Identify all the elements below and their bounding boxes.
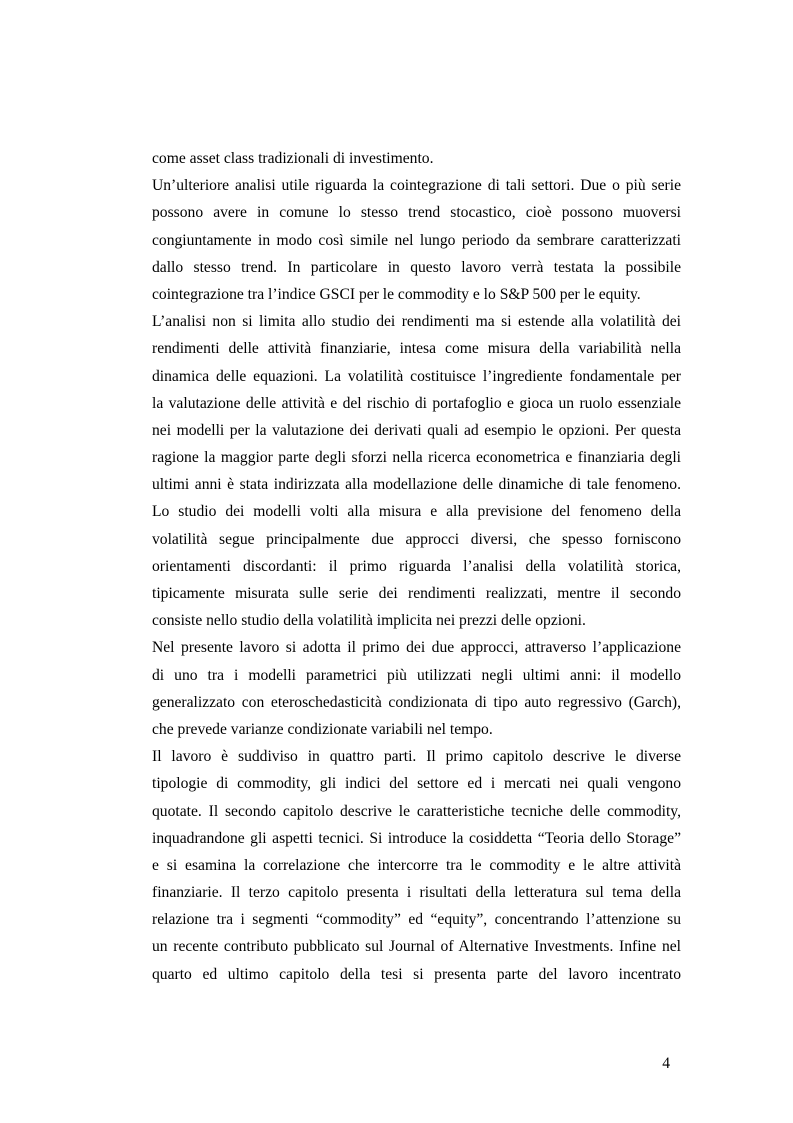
text-line: ultimi anni è stata indirizzata alla modellazione delle dinamiche di tale fenomeno.: [152, 476, 681, 494]
text-line: congiuntamente in modo così simile nel lungo periodo da sembrare caratterizzati: [152, 231, 681, 249]
text-line: che prevede varianze condizionate variabili nel tempo.: [152, 720, 493, 738]
paragraph-1: [152, 145, 681, 172]
text-line: quotate. Il secondo capitolo descrive le caratteristiche tecniche delle commodity,: [152, 802, 681, 820]
text-line: come asset class tradizionali di investimento.: [152, 150, 434, 167]
text-line: Nel presente lavoro si adotta il primo dei due approcci, attraverso l’applicazione: [152, 639, 681, 657]
text-line: Un’ulteriore analisi utile riguarda la cointegrazione di tali settori. Due o più serie: [152, 177, 681, 195]
paragraph-5: [152, 743, 681, 988]
text-line: relazione tra i segmenti “commodity” ed “equity”, concentrando l’attenzione su: [152, 911, 681, 929]
text-line: dinamica delle equazioni. La volatilità costituisce l’ingrediente fondamentale per: [152, 367, 681, 385]
text-line: e si esamina la correlazione che intercorre tra le commodity e le altre attività: [152, 856, 681, 874]
text-line: tipologie di commodity, gli indici del settore ed i mercati nei quali vengono: [152, 775, 681, 793]
text-line: Il lavoro è suddiviso in quattro parti. Il primo capitolo descrive le diverse: [152, 748, 681, 766]
text-line: inquadrandone gli aspetti tecnici. Si introduce la cosiddetta “Teoria dello Storage”: [152, 829, 681, 847]
paragraph-3: [152, 308, 681, 634]
text-line: rendimenti delle attività finanziarie, intesa come misura della variabilità nella: [152, 340, 681, 358]
paragraph-4: [152, 634, 681, 743]
text-line: consiste nello studio della volatilità implicita nei prezzi delle opzioni.: [152, 612, 586, 630]
text-line: di uno tra i modelli parametrici più utilizzati negli ultimi anni: il modello: [152, 666, 681, 684]
text-line: L’analisi non si limita allo studio dei rendimenti ma si estende alla volatilità dei: [152, 313, 681, 331]
text-line: volatilità segue principalmente due approcci diversi, che spesso forniscono: [152, 530, 681, 548]
text-line: Lo studio dei modelli volti alla misura e alla previsione del fenomeno della: [152, 503, 681, 521]
text-line: tipicamente misurata sulle serie dei rendimenti realizzati, mentre il secondo: [152, 585, 681, 602]
text-line: cointegrazione tra l’indice GSCI per le commodity e lo S&P 500 per le equity.: [152, 285, 641, 303]
text-line: generalizzato con eteroschedasticità condizionata di tipo auto regressivo (Garch),: [152, 693, 681, 711]
text-line: orientamenti discordanti: il primo riguarda l’analisi della volatilità storica,: [152, 557, 681, 575]
paragraph-2: [152, 172, 681, 308]
text-line: ragione la maggior parte degli sforzi nella ricerca econometrica e finanziaria degli: [152, 449, 681, 467]
text-line: la valutazione delle attività e del rischio di portafoglio e gioca un ruolo essenziale: [152, 394, 681, 412]
text-line: dallo stesso trend. In particolare in questo lavoro verrà testata la possibile: [152, 258, 681, 276]
text-line: nei modelli per la valutazione dei derivati quali ad esempio le opzioni. Per questa: [152, 421, 681, 439]
text-line: finanziarie. Il terzo capitolo presenta i risultati della letteratura sul tema della: [152, 884, 681, 902]
text-line: un recente contributo pubblicato sul Journal of Alternative Investments. Infine nel: [152, 938, 681, 956]
page-number: 4: [662, 1055, 670, 1072]
text-line: possono avere in comune lo stesso trend stocastico, cioè possono muoversi: [152, 204, 681, 222]
text-body: [152, 145, 681, 988]
text-line: quarto ed ultimo capitolo della tesi si presenta parte del lavoro incentrato: [152, 965, 681, 983]
